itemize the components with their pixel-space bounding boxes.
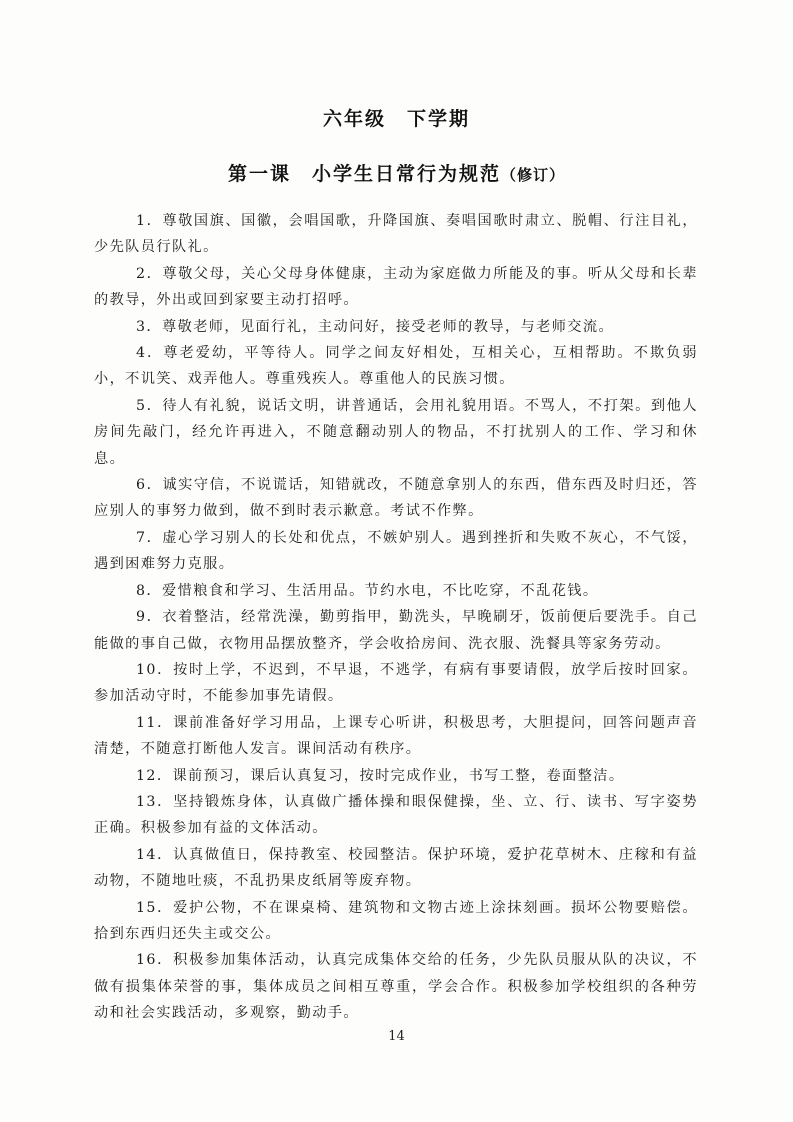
page-number: 14 [388,1029,405,1044]
rule-item: 1．尊敬国旗、国徽，会唱国歌，升降国旗、奏唱国歌时肃立、脱帽、行注目礼，少先队员行队礼。 [94,213,698,256]
grade-title: 六年级 下学期 [322,108,470,130]
rule-item: 10．按时上学，不迟到，不早退，不逃学，有病有事要请假，放学后按时回家。参加活动守时，不能参加事先请假。 [94,661,698,705]
rule-item: 14．认真做值日，保持教室、校园整洁。保护环境，爱护花草树木、庄稼和有益动物，不随地吐痰，不乱扔果皮纸屑等废弃物。 [94,846,698,890]
rule-item: 12．课前预习，课后认真复习，按时完成作业，书写工整，卷面整洁。 [136,767,625,784]
rule-item: 3．尊敬老师，见面行礼，主动问好，接受老师的教导，与老师交流。 [136,318,615,335]
rule-item: 8．爱惜粮食和学习、生活用品。节约水电，不比吃穿，不乱花钱。 [136,582,599,599]
lesson-title-main: 第一课 小学生日常行为规范 [227,163,501,185]
rule-item: 9．衣着整洁，经常洗澡，勤剪指甲，勤洗头，早晚刷牙，饭前便后要洗手。自己能做的事自己做，衣物用品摆放整齐，学会收拾房间、洗衣服、洗餐具等家务劳动。 [94,609,698,652]
rule-item: 7．虚心学习别人的长处和优点，不嫉妒别人。遇到挫折和失败不灰心，不气馁，遇到困难努力克服。 [94,529,698,573]
rule-item: 13．坚持锻炼身体，认真做广播体操和眼保健操，坐、立、行、读书、写字姿势正确。积极参加有益的文体活动。 [94,793,698,837]
rule-item: 4．尊老爱幼，平等待人。同学之间友好相处，互相关心，互相帮助。不欺负弱小，不讥笑、戏弄他人。尊重残疾人。尊重他人的民族习惯。 [94,345,698,388]
rule-item: 11．课前准备好学习用品，上课专心听讲，积极思考，大胆提问，回答问题声音清楚，不随意打断他人发言。课间活动有秩序。 [94,714,698,758]
rule-item: 2．尊敬父母，关心父母身体健康，主动为家庭做力所能及的事。听从父母和长辈的教导，外出或回到家要主动打招呼。 [94,265,698,309]
rule-item: 5．待人有礼貌，说话文明，讲普通话，会用礼貌用语。不骂人，不打架。到他人房间先敲门，经允许再进入，不随意翻动别人的物品，不打扰别人的工作、学习和休息。 [94,397,698,467]
rule-item: 6．诚实守信，不说谎话，知错就改，不随意拿别人的东西，借东西及时归还，答应别人的事努力做到，做不到时表示歉意。考试不作弊。 [94,477,698,520]
lesson-title [0,159,793,186]
lesson-title-suffix: （修订） [501,166,566,184]
rules-list [94,208,698,1027]
rule-item: 16．积极参加集体活动，认真完成集体交给的任务，少先队员服从队的决议，不做有损集体荣誉的事，集体成员之间相互尊重，学会合作。积极参加学校组织的各种劳动和社会实践活动，多观察，勤动手。 [94,952,698,1022]
rule-item: 15．爱护公物，不在课桌椅、建筑物和文物古迹上涂抹刻画。损坏公物要赔偿。拾到东西归还失主或交公。 [94,899,698,942]
